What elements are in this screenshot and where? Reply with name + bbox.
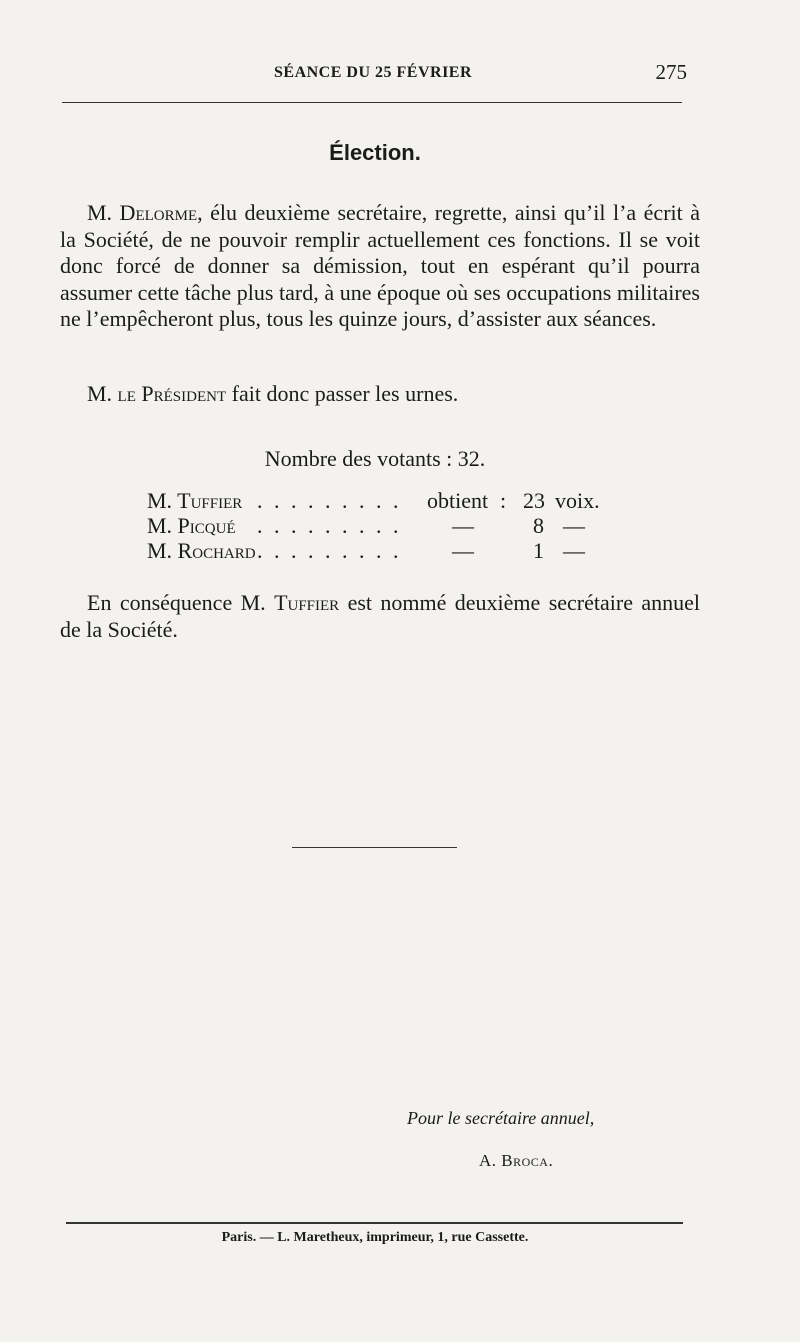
paragraph-text: fait donc passer les urnes.: [231, 381, 459, 406]
candidate-name: M. Rochard: [147, 538, 256, 563]
page-number: 275: [655, 60, 687, 84]
ditto-dash: —: [563, 513, 585, 538]
running-title: SÉANCE DU 25 FÉVRIER: [274, 64, 473, 81]
leader-dots: . . . . . . . . .: [257, 513, 402, 538]
vote-count: 8: [533, 513, 544, 538]
paragraph-president: [60, 381, 700, 408]
printer-imprint: Paris. — L. Maretheux, imprimeur, 1, rue Cassette.: [221, 1230, 529, 1245]
ditto-dash: —: [452, 513, 474, 538]
paragraph-text: En conséquence M.: [87, 590, 266, 615]
ditto-dash: —: [452, 538, 474, 563]
paragraph-delorme: [60, 200, 700, 333]
speaker-name: M. le Président: [87, 381, 227, 406]
paragraph-text: est nommé deuxième secrétaire annuel de la Société.: [60, 590, 700, 642]
ditto-dash: —: [563, 538, 585, 563]
section-divider: [292, 847, 457, 848]
candidate-name: M. Picqué: [147, 513, 236, 538]
vote-count: 1: [533, 538, 544, 563]
obtient-label: obtient: [427, 488, 489, 513]
leader-dots: . . . . . . . . .: [257, 488, 402, 513]
page-header: [62, 60, 687, 88]
colon: :: [500, 488, 507, 513]
footer-rule: [66, 1222, 683, 1224]
candidate-name: M. Tuffier: [147, 488, 243, 513]
vote-count: 23: [523, 488, 545, 513]
vote-unit: voix.: [555, 488, 600, 513]
leader-dots: . . . . . . . . .: [257, 538, 402, 563]
section-title: Élection.: [329, 140, 421, 165]
header-rule: [62, 102, 682, 103]
signature-caption: Pour le secrétaire annuel,: [407, 1108, 595, 1128]
paragraph-text: élu deuxième secrétaire, regrette, ainsi qu’il l’a écrit à la Société, de ne pouvoir remplir actuellement ces fonctions. Il se voit donc forcé de donner sa démission, tout en espérant qu’il pourra assumer cette tâche plus tard, à une époque où ses occupations militaires ne l’empêcheront plus, tous les quinze jours, d’assister aux séances.: [60, 200, 700, 331]
voter-count: Nombre des votants : 32.: [264, 446, 486, 471]
speaker-name: M. Delorme,: [87, 200, 203, 225]
candidate-name: Tuffier: [274, 590, 340, 615]
signature-name: A. Broca.: [479, 1151, 554, 1170]
paragraph-consequence: [60, 590, 700, 643]
